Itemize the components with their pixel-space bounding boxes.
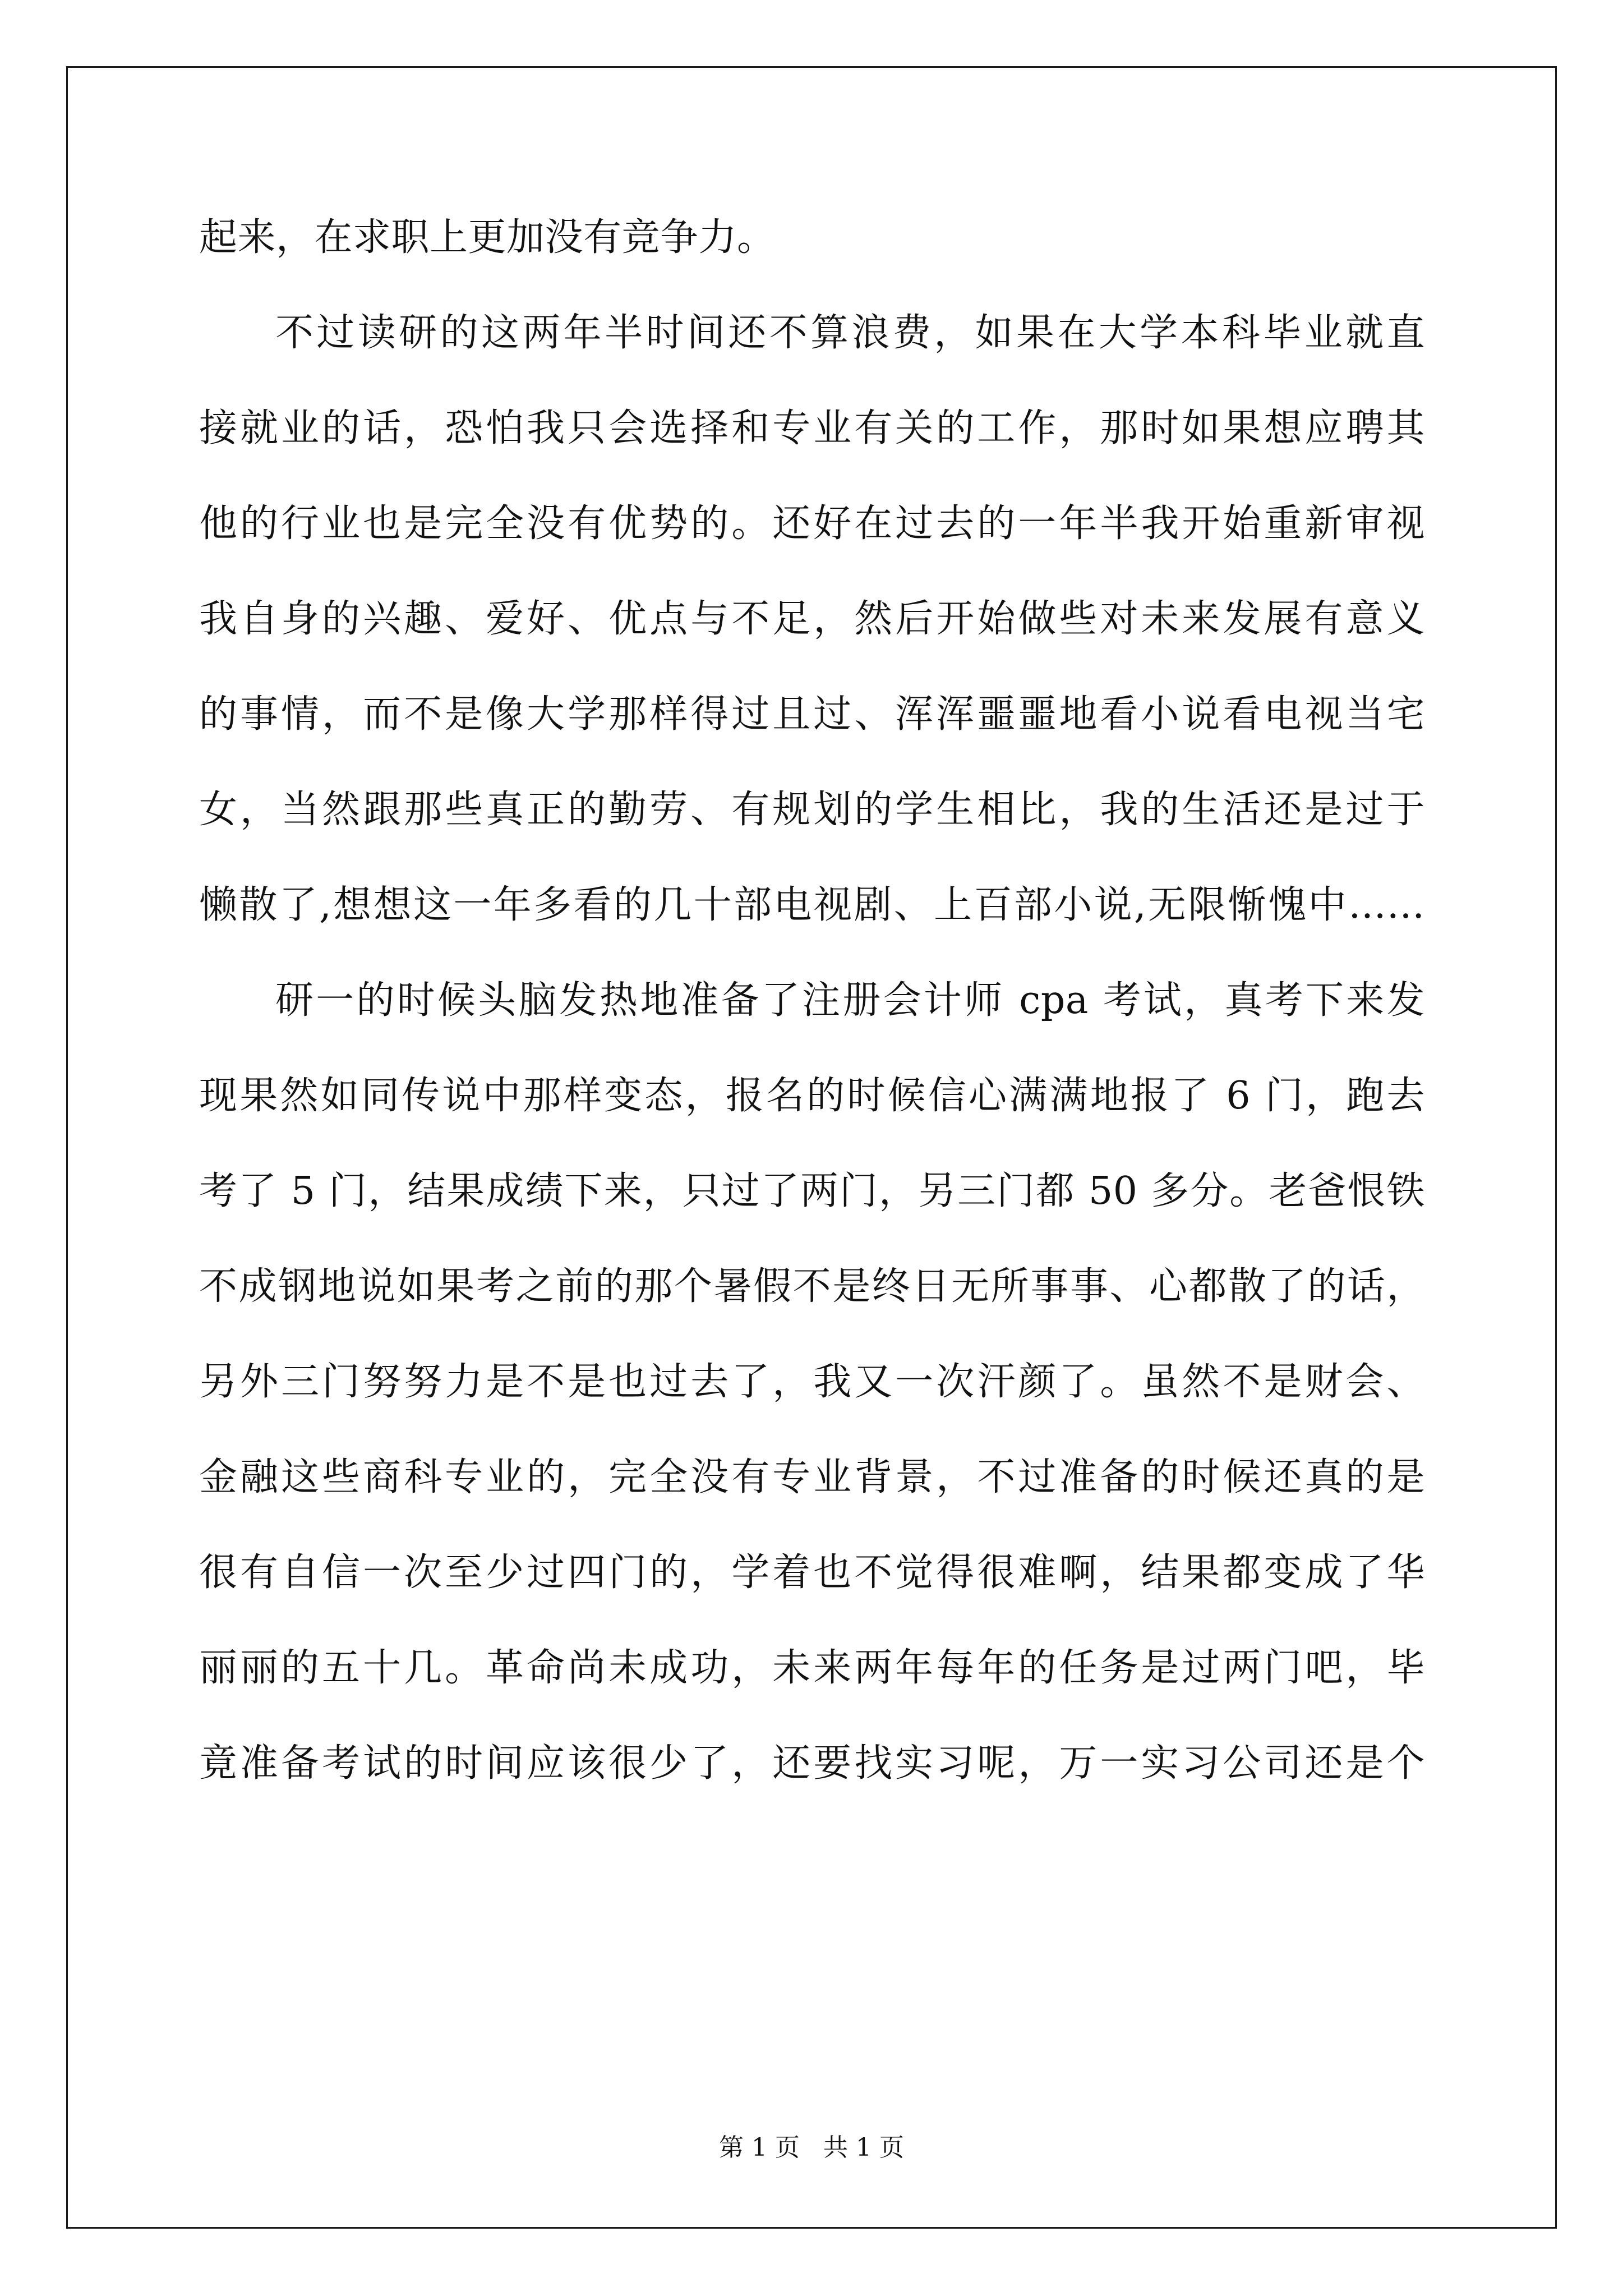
text-line: 女，当然跟那些真正的勤劳、有规划的学生相比，我的生活还是过于 bbox=[199, 788, 1425, 832]
text-line: 不成钢地说如果考之前的那个暑假不是终日无所事事、心都散了的话， bbox=[199, 1264, 1425, 1309]
text-line: 另外三门努努力是不是也过去了，我又一次汗颜了。虽然不是财会、 bbox=[199, 1360, 1425, 1404]
text-line: 丽丽的五十几。革命尚未成功，未来两年每年的任务是过两门吧，毕 bbox=[199, 1646, 1425, 1690]
text-line: 竟准备考试的时间应该很少了，还要找实习呢，万一实习公司还是个 bbox=[199, 1741, 1425, 1786]
text-line: 起来，在求职上更加没有竞争力。 bbox=[199, 215, 776, 260]
text-line: 现果然如同传说中那样变态，报名的时候信心满满地报了 6 门，跑去 bbox=[199, 1074, 1425, 1118]
text-line: 接就业的话，恐怕我只会选择和专业有关的工作，那时如果想应聘其 bbox=[199, 406, 1425, 450]
text-line: 的事情，而不是像大学那样得过且过、浑浑噩噩地看小说看电视当宅 bbox=[199, 692, 1425, 737]
text-line: 很有自信一次至少过四门的，学着也不觉得很难啊，结果都变成了华 bbox=[199, 1550, 1425, 1595]
text-line: 研一的时候头脑发热地准备了注册会计师 cpa 考试，真考下来发 bbox=[275, 978, 1425, 1023]
page-number-footer: 第 1 页 共 1 页 bbox=[719, 2133, 904, 2162]
page-border bbox=[66, 66, 1557, 2229]
text-line: 他的行业也是完全没有优势的。还好在过去的一年半我开始重新审视 bbox=[199, 501, 1425, 546]
text-line: 我自身的兴趣、爱好、优点与不足，然后开始做些对未来发展有意义 bbox=[199, 597, 1425, 641]
text-line: 不过读研的这两年半时间还不算浪费，如果在大学本科毕业就直 bbox=[275, 311, 1425, 355]
text-line: 懒散了,想想这一年多看的几十部电视剧、上百部小说,无限惭愧中…… bbox=[199, 883, 1425, 927]
text-line: 考了 5 门，结果成绩下来，只过了两门，另三门都 50 多分。老爸恨铁 bbox=[199, 1169, 1425, 1213]
text-line: 金融这些商科专业的，完全没有专业背景，不过准备的时候还真的是 bbox=[199, 1455, 1425, 1499]
